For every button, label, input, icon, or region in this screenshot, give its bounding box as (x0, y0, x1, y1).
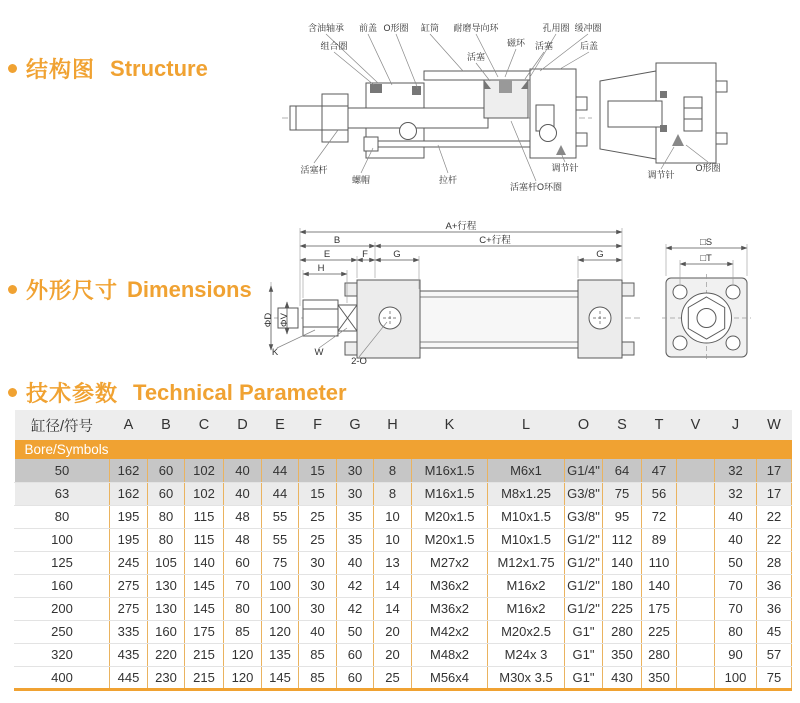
param-cell: 89 (642, 528, 677, 551)
param-cell: 245 (110, 551, 148, 574)
param-cell: 215 (185, 643, 224, 666)
label-wear-guide-ring: 耐磨导向环 (453, 23, 499, 33)
label-o-ring: O形圈 (383, 23, 409, 33)
param-cell: M16x1.5 (412, 482, 488, 505)
param-cell: G1/2" (565, 574, 603, 597)
param-cell: G1" (565, 666, 603, 689)
label-tie-rod: 拉杆 (438, 175, 458, 185)
param-cell: 44 (262, 482, 299, 505)
col-header-F: F (299, 410, 337, 440)
param-cell: 60 (337, 666, 374, 689)
param-cell: G1/2" (565, 597, 603, 620)
param-cell: 30 (299, 597, 337, 620)
rod-nut (322, 94, 348, 142)
param-cell: 15 (299, 482, 337, 505)
param-cell: M30x 3.5 (488, 666, 565, 689)
param-cell: 80 (715, 620, 757, 643)
param-row-80 (15, 505, 792, 528)
dim-c-stroke: C+行程 (479, 235, 511, 246)
param-cell (677, 505, 715, 528)
col-header-T: T (642, 410, 677, 440)
param-cell: 80 (148, 528, 185, 551)
piston-rod (348, 108, 488, 128)
tie-rod-nut (364, 137, 378, 151)
param-cell: 14 (374, 574, 412, 597)
param-cell: 36 (757, 574, 792, 597)
param-cell: 42 (337, 574, 374, 597)
param-cell: 40 (224, 459, 262, 482)
param-cell: M16x2 (488, 597, 565, 620)
param-cell: M16x1.5 (412, 459, 488, 482)
param-cell: 50 (337, 620, 374, 643)
param-cell: 8 (374, 459, 412, 482)
dim-s: □S (699, 237, 713, 248)
dim-h: H (317, 263, 325, 274)
param-cell: 22 (757, 528, 792, 551)
section-title-dimensions (8, 274, 252, 305)
param-cell: 40 (337, 551, 374, 574)
param-row-400 (15, 666, 792, 689)
param-cell: 280 (603, 620, 642, 643)
param-cell: 75 (757, 666, 792, 689)
magnet-ring (499, 80, 512, 93)
param-cell: 60 (148, 482, 185, 505)
cylinder-side-section (282, 69, 592, 158)
param-cell: M27x2 (412, 551, 488, 574)
param-cell: 95 (603, 505, 642, 528)
param-cell: 120 (224, 666, 262, 689)
param-cell: 75 (603, 482, 642, 505)
rear-port (540, 125, 557, 142)
param-cell: M48x2 (412, 643, 488, 666)
param-cell: 140 (603, 551, 642, 574)
bore-value: 63 (15, 482, 110, 505)
param-cell: 36 (757, 597, 792, 620)
tie-rod (378, 141, 530, 147)
structure-diagram (278, 13, 800, 210)
param-cell: 72 (642, 505, 677, 528)
col-header-E: E (262, 410, 299, 440)
param-cell: 102 (185, 459, 224, 482)
param-cell: 13 (374, 551, 412, 574)
col-header-G: G (337, 410, 374, 440)
param-row-320 (15, 643, 792, 666)
label-piston-left: 活塞 (466, 52, 486, 62)
param-cell: G1/4" (565, 459, 603, 482)
param-cell: 25 (299, 528, 337, 551)
bore-value: 200 (15, 597, 110, 620)
col-header-D: D (224, 410, 262, 440)
param-cell: 32 (715, 482, 757, 505)
param-row-125 (15, 551, 792, 574)
dim-g-left: G (393, 249, 401, 260)
param-cell: M20x1.5 (412, 505, 488, 528)
param-cell: 120 (224, 643, 262, 666)
dim-v: ΦV (279, 313, 290, 327)
col-header-L: L (488, 410, 565, 440)
param-cell: 40 (299, 620, 337, 643)
subheader-label: Bore/Symbols (15, 440, 792, 459)
label-cushion-ring: 缓冲圈 (574, 23, 602, 33)
bolt-hole (726, 285, 740, 299)
param-cell: 445 (110, 666, 148, 689)
param-cell: G1" (565, 643, 603, 666)
param-cell: 102 (185, 482, 224, 505)
param-cell: 15 (299, 459, 337, 482)
dim-k: K (271, 347, 279, 358)
param-cell: 350 (642, 666, 677, 689)
param-cell: 162 (110, 459, 148, 482)
col-header-V: V (677, 410, 715, 440)
param-cell: 25 (374, 666, 412, 689)
structure-title-en: Structure (110, 55, 208, 81)
tube (420, 291, 578, 348)
table-body (15, 459, 792, 689)
param-cell: 145 (185, 574, 224, 597)
param-cell: 100 (262, 574, 299, 597)
label-rod-o-ring: 活塞杆O环圈 (509, 182, 563, 192)
param-cell (677, 643, 715, 666)
table-header-row (15, 410, 792, 440)
label-combined-ring: 组合圈 (320, 41, 348, 51)
param-cell: 40 (715, 505, 757, 528)
param-cell: 17 (757, 482, 792, 505)
param-cell: 70 (715, 574, 757, 597)
param-cell: 50 (715, 551, 757, 574)
param-cell: 56 (642, 482, 677, 505)
param-cell: M20x2.5 (488, 620, 565, 643)
param-cell (677, 551, 715, 574)
label-piston-rod: 活塞杆 (300, 165, 328, 175)
bullet-icon (8, 388, 17, 397)
label-nut: 螺帽 (351, 175, 371, 185)
param-cell: 60 (337, 643, 374, 666)
param-cell: 22 (757, 505, 792, 528)
param-cell: 275 (110, 597, 148, 620)
param-cell: 10 (374, 505, 412, 528)
param-cell: 105 (148, 551, 185, 574)
label-magnet-ring: 磁环 (506, 38, 526, 48)
param-cell: 44 (262, 459, 299, 482)
label-cylinder-tube: 缸筒 (420, 23, 440, 33)
param-cell: 48 (224, 528, 262, 551)
label-oil-bearing: 含油轴承 (307, 23, 345, 33)
param-cell: 140 (185, 551, 224, 574)
param-cell: 350 (603, 643, 642, 666)
param-row-200 (15, 597, 792, 620)
col-header-bore-symbols: 缸径/符号 (15, 410, 110, 440)
param-cell: 20 (374, 643, 412, 666)
bullet-icon (8, 64, 17, 73)
param-cell: 60 (148, 459, 185, 482)
param-cell: 120 (262, 620, 299, 643)
param-cell: 195 (110, 528, 148, 551)
param-cell: 10 (374, 528, 412, 551)
param-cell: 80 (148, 505, 185, 528)
param-row-160 (15, 574, 792, 597)
param-cell: 195 (110, 505, 148, 528)
bore-value: 160 (15, 574, 110, 597)
bore-value: 320 (15, 643, 110, 666)
structure-title-zh: 结构图 (26, 57, 96, 82)
param-cell: 100 (715, 666, 757, 689)
label-rear-cover: 后盖 (579, 41, 599, 51)
dim-b: B (333, 235, 341, 246)
param-row-63 (15, 482, 792, 505)
param-cell: M8x1.25 (488, 482, 565, 505)
bullet-icon (8, 285, 17, 294)
param-cell: 145 (262, 666, 299, 689)
label-o-ring-2: O形圈 (695, 163, 721, 173)
label-hole-ring: 孔用圈 (542, 23, 570, 33)
param-cell (677, 528, 715, 551)
dim-2o: 2-O (351, 356, 367, 367)
param-row-250 (15, 620, 792, 643)
dimensions-diagram (263, 218, 765, 370)
param-cell: 115 (185, 505, 224, 528)
param-cell: M20x1.5 (412, 528, 488, 551)
param-cell: 430 (603, 666, 642, 689)
param-cell: 90 (715, 643, 757, 666)
param-cell: 140 (642, 574, 677, 597)
parameters-title-en: Technical Parameter (133, 379, 347, 405)
param-cell: M56x4 (412, 666, 488, 689)
param-cell: 435 (110, 643, 148, 666)
param-cell: 100 (262, 597, 299, 620)
param-cell: 30 (299, 551, 337, 574)
param-cell: 8 (374, 482, 412, 505)
param-cell: G1/2" (565, 528, 603, 551)
param-cell: 35 (337, 505, 374, 528)
rod-nut (303, 300, 338, 336)
param-cell: 70 (224, 574, 262, 597)
param-cell: 55 (262, 505, 299, 528)
param-cell: M36x2 (412, 597, 488, 620)
param-cell: 225 (603, 597, 642, 620)
param-cell: 175 (642, 597, 677, 620)
param-cell: 220 (148, 643, 185, 666)
param-cell: 30 (337, 482, 374, 505)
bore-value: 50 (15, 459, 110, 482)
bore-value: 125 (15, 551, 110, 574)
col-header-W: W (757, 410, 792, 440)
param-cell: M12x1.75 (488, 551, 565, 574)
dimensions-title-zh: 外形尺寸 (26, 278, 119, 303)
param-cell: 57 (757, 643, 792, 666)
param-cell: 48 (224, 505, 262, 528)
param-cell: 30 (299, 574, 337, 597)
param-cell: 110 (642, 551, 677, 574)
param-cell: 60 (224, 551, 262, 574)
param-cell: 130 (148, 597, 185, 620)
dim-e: E (323, 249, 331, 260)
param-cell: 335 (110, 620, 148, 643)
param-cell: 130 (148, 574, 185, 597)
param-cell: 215 (185, 666, 224, 689)
param-cell: 17 (757, 459, 792, 482)
param-cell: 145 (185, 597, 224, 620)
param-cell: M36x2 (412, 574, 488, 597)
dim-a-stroke: A+行程 (445, 221, 477, 232)
param-cell: M6x1 (488, 459, 565, 482)
label-adjust-needle: 调节针 (551, 163, 579, 173)
param-cell: M42x2 (412, 620, 488, 643)
bore-value: 80 (15, 505, 110, 528)
section-title-parameters (8, 377, 347, 408)
param-cell: G3/8" (565, 505, 603, 528)
param-cell: M10x1.5 (488, 528, 565, 551)
bolt-hole (673, 336, 687, 350)
col-header-H: H (374, 410, 412, 440)
param-cell: 28 (757, 551, 792, 574)
param-cell: 230 (148, 666, 185, 689)
param-cell: 85 (224, 620, 262, 643)
dim-f: F (362, 249, 368, 260)
front-port (400, 123, 417, 140)
bolt-hole (673, 285, 687, 299)
bolt-hole (726, 336, 740, 350)
param-cell: G3/8" (565, 482, 603, 505)
param-cell: 45 (757, 620, 792, 643)
param-cell: 40 (224, 482, 262, 505)
col-header-C: C (185, 410, 224, 440)
param-cell: 35 (337, 528, 374, 551)
dimensions-title-en: Dimensions (127, 276, 252, 302)
param-cell: 135 (262, 643, 299, 666)
param-cell: M10x1.5 (488, 505, 565, 528)
param-cell (677, 574, 715, 597)
param-row-100 (15, 528, 792, 551)
label-piston-right: 活塞 (534, 41, 554, 51)
param-cell: 47 (642, 459, 677, 482)
param-cell: 280 (642, 643, 677, 666)
param-cell: 85 (299, 643, 337, 666)
col-header-B: B (148, 410, 185, 440)
label-adjust-needle-2: 调节针 (647, 170, 675, 180)
param-cell: 175 (185, 620, 224, 643)
dim-t: □T (700, 253, 712, 264)
bore-value: 400 (51, 669, 73, 685)
bore-value: 100 (15, 528, 110, 551)
col-header-O: O (565, 410, 603, 440)
param-cell: G1" (565, 620, 603, 643)
col-header-S: S (603, 410, 642, 440)
technical-parameter-table (14, 410, 792, 691)
param-cell: M24x 3 (488, 643, 565, 666)
param-cell (677, 666, 715, 689)
param-cell: 20 (374, 620, 412, 643)
col-header-K: K (412, 410, 488, 440)
param-cell (677, 597, 715, 620)
param-cell: 70 (715, 597, 757, 620)
param-cell (677, 482, 715, 505)
param-cell: 162 (110, 482, 148, 505)
dim-d: ΦD (263, 312, 274, 328)
param-cell: 42 (337, 597, 374, 620)
col-header-A: A (110, 410, 148, 440)
section-title-structure (8, 53, 208, 84)
param-cell: M16x2 (488, 574, 565, 597)
param-cell: 115 (185, 528, 224, 551)
param-cell: 40 (715, 528, 757, 551)
dim-g-right: G (596, 249, 604, 260)
param-cell: 64 (603, 459, 642, 482)
param-cell: 32 (715, 459, 757, 482)
param-row-50 (15, 459, 792, 482)
param-cell: 85 (299, 666, 337, 689)
param-cell: 25 (299, 505, 337, 528)
param-cell: 30 (337, 459, 374, 482)
cylinder-end-section (600, 63, 727, 163)
param-cell: 275 (110, 574, 148, 597)
parameters-title-zh: 技术参数 (26, 381, 119, 406)
param-cell: 112 (603, 528, 642, 551)
param-cell: 180 (603, 574, 642, 597)
param-cell: 160 (148, 620, 185, 643)
param-cell (677, 620, 715, 643)
col-header-J: J (715, 410, 757, 440)
bore-value: 250 (15, 620, 110, 643)
param-cell (677, 459, 715, 482)
param-cell: 80 (224, 597, 262, 620)
param-cell: 14 (374, 597, 412, 620)
table-subheader-row (15, 440, 792, 459)
dim-w: W (314, 347, 324, 358)
label-front-cover: 前盖 (358, 23, 378, 33)
param-cell: 75 (262, 551, 299, 574)
param-cell: 55 (262, 528, 299, 551)
param-cell: G1/2" (565, 551, 603, 574)
param-cell: 225 (642, 620, 677, 643)
